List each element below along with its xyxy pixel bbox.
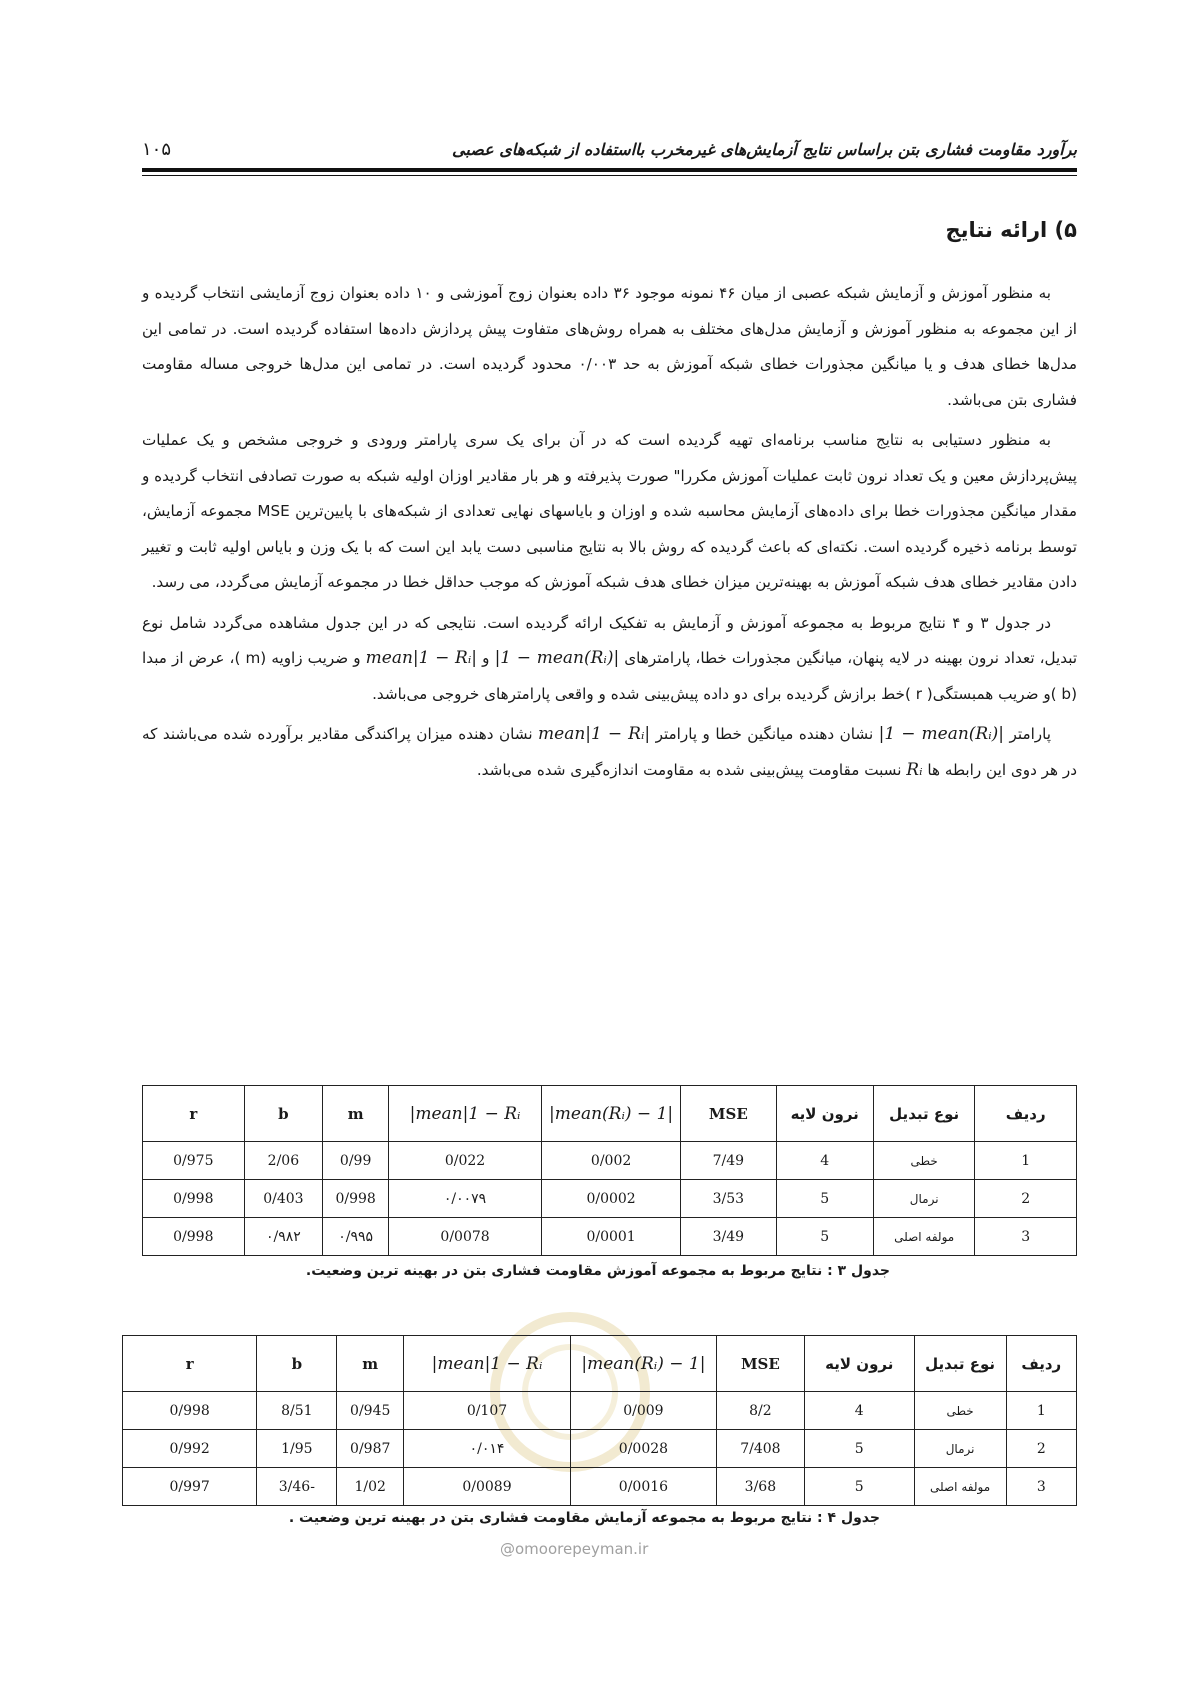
cell-transform: نرمال [873, 1180, 975, 1218]
cell-row: 3 [1006, 1468, 1076, 1506]
table-row [123, 1392, 1077, 1430]
header-mean-abs: mean|1 − Rᵢ| [389, 1086, 542, 1142]
cell-p2: ۰/۰۰۷۹ [389, 1180, 542, 1218]
paragraph-3-text-c: و ضریب زاویه (m )، عرض از مبدا (b )و ضریب همبستگی( r )خط برازش گردیده برای دو داده پیش‌بینی شده و واقعی پارامترهای خروجی می‌باشد. [142, 649, 1077, 703]
cell-transform: خطی [914, 1392, 1006, 1430]
cell-r: 0/998 [143, 1218, 245, 1256]
page-number: ۱۰۵ [142, 138, 172, 160]
cell-p2: 0/107 [403, 1392, 570, 1430]
table-3-caption: جدول ۳ : نتایج مربوط به مجموعه آموزش مقاومت فشاری بتن در بهینه ترین وضعیت. [305, 1263, 890, 1279]
cell-b: 8/51 [257, 1392, 337, 1430]
cell-neurons: 5 [804, 1468, 914, 1506]
header-m: m [337, 1336, 404, 1392]
cell-r: 0/998 [123, 1392, 257, 1430]
cell-m: 0/998 [323, 1180, 389, 1218]
header-b: b [244, 1086, 323, 1142]
cell-transform: مولفه اصلی [914, 1468, 1006, 1506]
cell-b: ۰/۹۸۲ [244, 1218, 323, 1256]
cell-b: 0/403 [244, 1180, 323, 1218]
paragraph-3 [142, 606, 1077, 713]
paragraph-2: به منظور دستیابی به نتایج مناسب برنامه‌ای تهیه گردیده است که در آن برای یک سری پارامتر ورودی و خروجی مشخص و یک عملیات پیش‌پردازش معین و یک تعداد نرون ثابت عملیات آموزش مکررا" صورت پذیرفته و هر بار مقادیر اوزان اولیه شبکه به صورت تصادفی انتخاب گردیده و مقدار میانگین مجذورات خطا برای داده‌های آزمایش محاسبه شده و اوزان و بایاسهای نهایی تعدادی از شبکه‌های با پایین‌ترین MSE مجموعه آزمایش، توسط برنامه ذخیره گردیده است. نکته‌ای که باعث گردیده که روش بالا به نتایج مناسبی دست یابد این است که با یک وزن و بایاس اولیه ثابت و تغییر دادن مقادیر خطای هدف شبکه آموزش به بهینه‌ترین میزان خطای هدف شبکه آموزش که موجب حداقل خطا در مجموعه آزمایش می‌گردد، می رسد. [142, 431, 1078, 591]
cell-neurons: 4 [804, 1392, 914, 1430]
paragraph-4-text-c: نشان دهنده میزان پراکندگی مقادیر برآورده شده می‌باشند که در هر دوی این رابطه ها [142, 725, 1077, 779]
cell-mse: 3/53 [681, 1180, 776, 1218]
header-row-number: ردیف [975, 1086, 1077, 1142]
header-one-minus-mean: |1 − mean(Rᵢ)| [571, 1336, 717, 1392]
cell-r: 0/975 [143, 1142, 245, 1180]
cell-b: 2/06 [244, 1142, 323, 1180]
cell-m: ۰/۹۹۵ [323, 1218, 389, 1256]
cell-transform: مولفه اصلی [873, 1218, 975, 1256]
table-row [143, 1218, 1077, 1256]
cell-row: 1 [975, 1142, 1077, 1180]
header-neurons: نرون لایه [776, 1086, 873, 1142]
running-title: برآورد مقاومت فشاری بتن براساس نتایج آزمایش‌های غیرمخرب بااستفاده از شبکه‌های عصبی [452, 139, 1077, 159]
table-header-row [123, 1336, 1077, 1392]
cell-p1: 0/009 [571, 1392, 717, 1430]
cell-transform: خطی [873, 1142, 975, 1180]
cell-mse: 8/2 [716, 1392, 804, 1430]
table-row [123, 1430, 1077, 1468]
header-mse: MSE [716, 1336, 804, 1392]
cell-p2: 0/022 [389, 1142, 542, 1180]
cell-p2: 0/0078 [389, 1218, 542, 1256]
header-transform: نوع تبدیل [873, 1086, 975, 1142]
cell-neurons: 5 [804, 1430, 914, 1468]
cell-r: 0/997 [123, 1468, 257, 1506]
cell-b: 1/95 [257, 1430, 337, 1468]
cell-transform: نرمال [914, 1430, 1006, 1468]
paragraph-1: به منظور آموزش و آزمایش شبکه عصبی از میان ۴۶ نمونه موجود ۳۶ داده بعنوان زوج آموزشی و ۱۰ داده بعنوان زوج آزمایشی انتخاب گردیده و از این مجموعه به منظور آموزش و آزمایش مدل‌های مختلف به همراه روش‌های متفاوت پیش پردازش داده‌ها استفاده گردیده است. در تمامی این مدل‌ها خطای هدف و یا میانگین مجذورات خطای شبکه آموزش به حد ۰/۰۰۳ محدود گردیده است. در تمامی این مدل‌ها خروجی مساله مقاومت فشاری بتن می‌باشد. [142, 284, 1077, 409]
header-b: b [257, 1336, 337, 1392]
watermark-url: @omoorepeyman.ir [500, 1540, 649, 1558]
paragraph-3-text-a: در جدول ۳ و ۴ نتایج مربوط به مجموعه آموزش و آزمایش به تفکیک ارائه گردیده است. نتایجی که در این جدول مشاهده می‌گردد شامل نوع تبدیل، تعداد نرون بهینه در لایه پنهان، میانگین مجذورات خطا، پارامترهای [142, 613, 1078, 667]
cell-row: 1 [1006, 1392, 1076, 1430]
header-transform: نوع تبدیل [914, 1336, 1006, 1392]
table-row [143, 1180, 1077, 1218]
cell-mse: 7/49 [681, 1142, 776, 1180]
table-3 [142, 1085, 1077, 1256]
cell-neurons: 5 [776, 1218, 873, 1256]
table-row [123, 1468, 1077, 1506]
cell-b: -3/46 [257, 1468, 337, 1506]
header-row-number: ردیف [1006, 1336, 1076, 1392]
cell-row: 2 [975, 1180, 1077, 1218]
header-rule-thick [142, 168, 1077, 172]
header-r: r [123, 1336, 257, 1392]
cell-p1: 0/0002 [541, 1180, 680, 1218]
table-4 [122, 1335, 1077, 1506]
cell-row: 2 [1006, 1430, 1076, 1468]
header-mse: MSE [681, 1086, 776, 1142]
formula-one-minus-mean: |1 − mean(Rᵢ)| [494, 648, 620, 668]
cell-p2: ۰/۰۱۴ [403, 1430, 570, 1468]
table-4-caption: جدول ۴ : نتایج مربوط به مجموعه آزمایش مقاومت فشاری بتن در بهینه ترین وضعیت . [288, 1510, 880, 1526]
cell-m: 0/945 [337, 1392, 404, 1430]
cell-m: 1/02 [337, 1468, 404, 1506]
table-row [143, 1142, 1077, 1180]
paragraph-4-text-a: پارامتر [1009, 725, 1051, 743]
cell-r: 0/998 [143, 1180, 245, 1218]
formula-mean-abs-2: mean|1 − Rᵢ| [538, 724, 651, 744]
cell-neurons: 5 [776, 1180, 873, 1218]
cell-m: 0/99 [323, 1142, 389, 1180]
header-rule-thin [142, 175, 1077, 176]
header-mean-abs: mean|1 − Rᵢ| [403, 1336, 570, 1392]
cell-p1: 0/0016 [571, 1468, 717, 1506]
table-header-row [143, 1086, 1077, 1142]
cell-mse: 3/49 [681, 1218, 776, 1256]
header-one-minus-mean: |1 − mean(Rᵢ)| [541, 1086, 680, 1142]
page-header [142, 128, 1077, 170]
cell-m: 0/987 [337, 1430, 404, 1468]
cell-row: 3 [975, 1218, 1077, 1256]
cell-mse: 7/408 [716, 1430, 804, 1468]
paragraph-3-text-b: و [482, 649, 490, 667]
cell-r: 0/992 [123, 1430, 257, 1468]
paragraph-4 [142, 717, 1077, 788]
cell-p1: 0/002 [541, 1142, 680, 1180]
cell-p2: 0/0089 [403, 1468, 570, 1506]
paragraph-4-text-b: نشان دهنده میانگین خطا و پارامتر [655, 725, 874, 743]
formula-ri: Rᵢ [906, 759, 923, 780]
header-neurons: نرون لایه [804, 1336, 914, 1392]
cell-neurons: 4 [776, 1142, 873, 1180]
formula-one-minus-mean-2: |1 − mean(Rᵢ)| [878, 724, 1005, 744]
body-text [142, 276, 1077, 788]
cell-p1: 0/0028 [571, 1430, 717, 1468]
header-m: m [323, 1086, 389, 1142]
formula-mean-abs: mean|1 − Rᵢ| [365, 648, 477, 668]
header-r: r [143, 1086, 245, 1142]
section-heading: ۵) ارائه نتایج [945, 218, 1077, 242]
cell-mse: 3/68 [716, 1468, 804, 1506]
paragraph-4-text-d: نسبت مقاومت پیش‌بینی شده به مقاومت اندازه‌گیری شده می‌باشد. [476, 760, 902, 779]
cell-p1: 0/0001 [541, 1218, 680, 1256]
